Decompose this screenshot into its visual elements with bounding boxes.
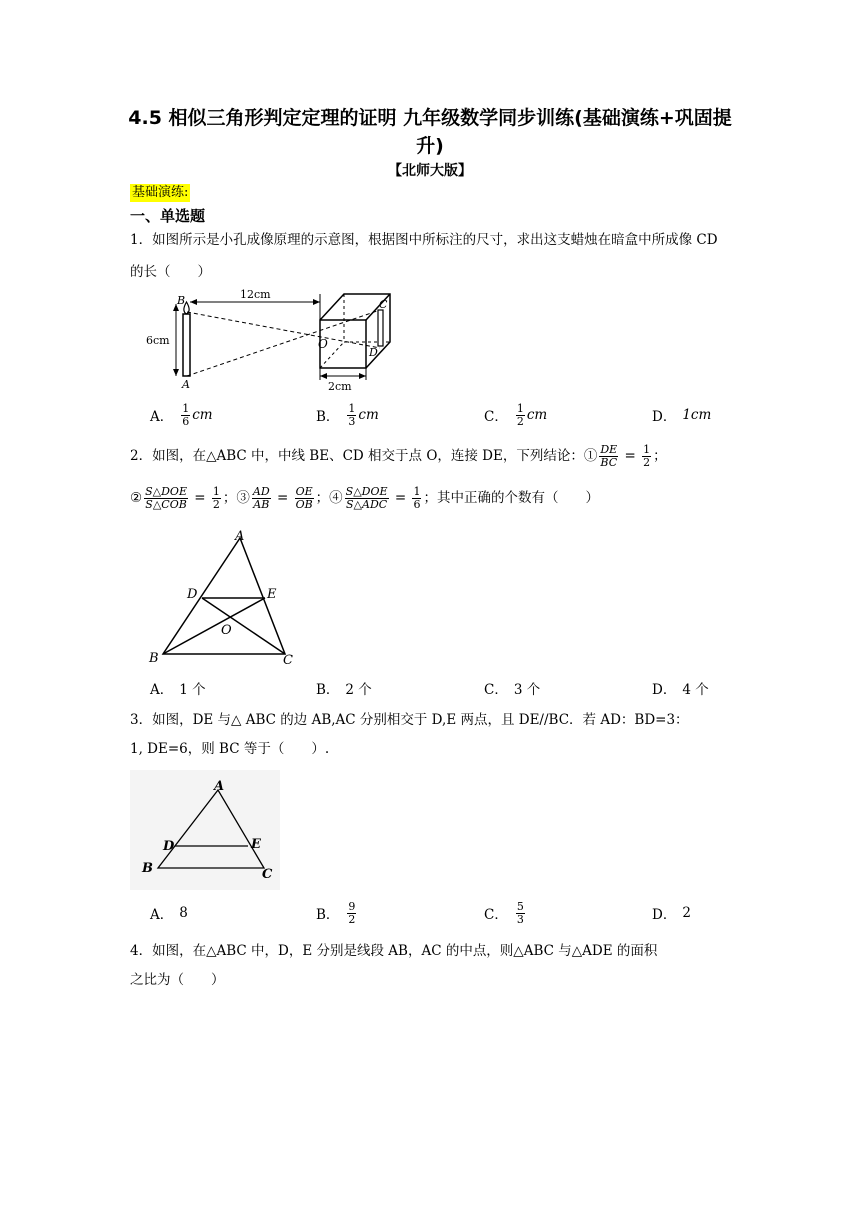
fig1-label-c: C bbox=[379, 298, 388, 311]
question-3-options bbox=[150, 898, 740, 928]
fig1-label-a: A bbox=[182, 378, 190, 391]
fig3-label-e: E bbox=[251, 837, 261, 852]
question-2-line-1: 2．如图，在△ABC 中，中线 BE、CD 相交于点 O，连接 DE，下列结论：① $\frac{DE}{BC}$ = $\frac{1}{2}$ ； bbox=[130, 443, 667, 469]
q1-option-d[interactable]: D． 1cm bbox=[652, 407, 712, 425]
q1-option-c[interactable]: C． $\frac{1}{2}$ cm bbox=[484, 401, 548, 428]
highlighted-label: 基础演练: bbox=[132, 185, 189, 200]
fig2-label-b: B bbox=[149, 651, 159, 666]
q1-option-a[interactable]: A． $\frac{1}{6}$ cm bbox=[150, 401, 213, 428]
question-1-figure bbox=[146, 284, 400, 393]
fig2-label-o: O bbox=[221, 623, 232, 638]
q3-option-b[interactable]: B． $\frac{9}{2}$ bbox=[316, 899, 356, 926]
fig1-dim-12cm: 12cm bbox=[240, 288, 271, 301]
fig2-label-a: A bbox=[235, 529, 245, 544]
q2-option-b[interactable]: B． 2 个 bbox=[316, 682, 372, 698]
question-3-line-2: 1, DE=6，则 BC 等于（ ）. bbox=[130, 741, 330, 757]
question-2-line-2: ② $\frac{\text{S△DOE}}{\text{S△COB}}$ = $\frac{1}{2}$ ；③ $\frac{AD}{AB}$ = $\frac{OE}{OB}$ ；④ $\frac{\text{S△DOE}}{\text{S△ADC}}$ = $\frac{1}{6}$ ；其中正确的个数有（ ） bbox=[130, 485, 599, 511]
question-4-line-2: 之比为（ ） bbox=[130, 972, 225, 988]
question-3-line-1: 3．如图，DE 与△ ABC 的边 AB,AC 分别相交于 D,E 两点，且 DE//BC．若 AD：BD=3： bbox=[130, 712, 689, 728]
document-subtitle: 【北师大版】 bbox=[388, 163, 472, 179]
question-2-options bbox=[150, 673, 740, 703]
fig2-label-c: C bbox=[283, 653, 293, 668]
fig3-label-b: B bbox=[142, 861, 153, 876]
q2-option-c[interactable]: C． 3 个 bbox=[484, 682, 541, 698]
question-4-line-1: 4．如图，在△ABC 中，D，E 分别是线段 AB，AC 的中点，则△ABC 与△ADE 的面积 bbox=[130, 943, 658, 959]
q2-option-d[interactable]: D． 4 个 bbox=[652, 682, 709, 698]
q3-option-c[interactable]: C． $\frac{5}{3}$ bbox=[484, 899, 524, 926]
fig1-label-b: B bbox=[177, 294, 186, 307]
q3-option-d[interactable]: D． 2 bbox=[652, 905, 691, 923]
q1-option-b[interactable]: B． $\frac{1}{3}$ cm bbox=[316, 401, 379, 428]
question-1-text: 1．如图所示是小孔成像原理的示意图，根据图中所标注的尺寸，求出这支蜡烛在暗盒中所成像 CD 的长（ ） bbox=[130, 232, 718, 280]
fig3-label-a: A bbox=[214, 779, 225, 794]
question-1-options bbox=[150, 400, 740, 430]
document-title: 4.5 相似三角形判定定理的证明 九年级数学同步训练(基础演练+巩固提升) bbox=[128, 107, 732, 157]
fig1-label-o: O bbox=[318, 337, 328, 351]
fig3-label-c: C bbox=[262, 867, 273, 882]
q3-option-a[interactable]: A． 8 bbox=[150, 905, 188, 923]
fig1-label-d: D bbox=[369, 346, 378, 359]
fig3-label-d: D bbox=[163, 839, 175, 854]
question-2-figure bbox=[145, 526, 305, 668]
fig2-label-d: D bbox=[187, 587, 198, 602]
fig1-dim-6cm: 6cm bbox=[146, 334, 170, 347]
fig1-dim-2cm: 2cm bbox=[328, 380, 352, 393]
question-3-figure bbox=[130, 770, 280, 890]
section-heading: 一、单选题 bbox=[130, 207, 206, 225]
q2-option-a[interactable]: A． 1 个 bbox=[150, 682, 206, 698]
fig2-label-e: E bbox=[267, 587, 277, 602]
